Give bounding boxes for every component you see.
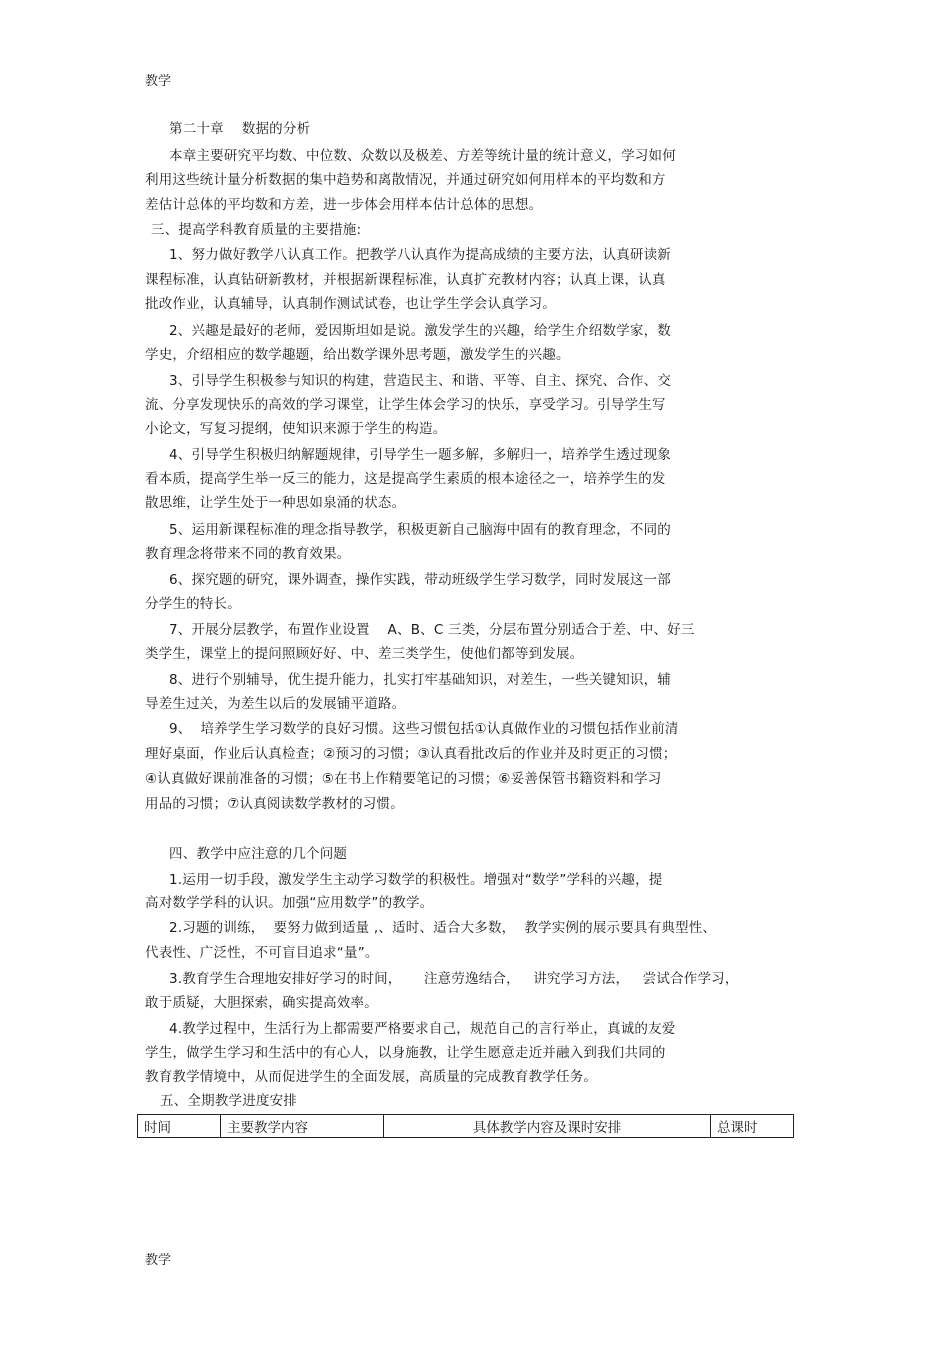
chapter-title: 第二十章 数据的分析 (169, 121, 311, 137)
section5-heading: 五、全期教学进度安排 (160, 1093, 297, 1109)
measure-7-line: 7、开展分层教学，布置作业设置 A、B、C 三类，分层布置分别适合于差、中、好三 (169, 622, 695, 638)
issue-4-line: 4.教学过程中，生活行为上都需要严格要求自己，规范自己的言行举止，真诚的友爱 (169, 1021, 676, 1037)
page-header: 教学 (145, 74, 172, 89)
issue-3-line: 敢于质疑，大胆探索，确实提高效率。 (145, 995, 378, 1011)
measure-3-line: 小论文，写复习提纲，使知识来源于学生的构造。 (145, 421, 447, 437)
measure-4-line: 4、引导学生积极归纳解题规律，引导学生一题多解，多解归一，培养学生透过现象 (169, 447, 671, 463)
table-header-cell: 主要教学内容 (221, 1115, 384, 1138)
issue-4-line: 教育教学情境中，从而促进学生的全面发展，高质量的完成教育教学任务。 (145, 1069, 598, 1085)
measure-5-line: 教育理念将带来不同的教育效果。 (145, 546, 351, 562)
issue-1-line: 高对数学学科的认识。加强“应用数学”的教学。 (145, 895, 434, 911)
measure-1-line: 课程标准，认真钻研新教材，并根据新课程标准，认真扩充教材内容；认真上课，认真 (145, 272, 666, 288)
measure-8-line: 8、进行个别辅导，优生提升能力，扎实打牢基础知识，对差生，一些关键知识，辅 (169, 672, 671, 688)
measure-9-line: 用品的习惯；⑦认真阅读数学教材的习惯。 (145, 796, 404, 812)
table-header-row (138, 1115, 794, 1138)
section3-heading: 三、提高学科教育质量的主要措施: (151, 222, 362, 238)
measure-9-line: ④认真做好课前准备的习惯；⑤在书上作精要笔记的习惯；⑥妥善保管书籍资料和学习 (145, 771, 662, 787)
intro-line: 本章主要研究平均数、中位数、众数以及极差、方差等统计量的统计意义，学习如何 (169, 148, 676, 164)
measure-4-line: 散思维，让学生处于一种思如泉涌的状态。 (145, 495, 406, 511)
measure-1-line: 批改作业，认真辅导，认真制作测试试卷，也让学生学会认真学习。 (145, 296, 556, 312)
issue-4-line: 学生，做学生学习和生活中的有心人，以身施教，让学生愿意走近并融入到我们共同的 (145, 1045, 666, 1061)
intro-line: 利用这些统计量分析数据的集中趋势和离散情况，并通过研究如何用样本的平均数和方 (145, 172, 666, 188)
measure-2-line: 2、兴趣是最好的老师，爱因斯坦如是说。激发学生的兴趣，给学生介绍数学家，数 (169, 323, 671, 339)
table-header-cell: 总课时 (711, 1115, 794, 1138)
intro-line: 差估计总体的平均数和方差，进一步体会用样本估计总体的思想。 (145, 197, 543, 213)
measure-9-line: 理好桌面，作业后认真检查；②预习的习惯；③认真看批改后的作业并及时更正的习惯； (145, 746, 677, 762)
section4-heading: 四、教学中应注意的几个问题 (169, 846, 348, 862)
measure-5-line: 5、运用新课程标准的理念指导教学，积极更新自己脑海中固有的教育理念，不同的 (169, 522, 671, 538)
measure-1-line: 1、努力做好教学八认真工作。把教学八认真作为提高成绩的主要方法，认真研读新 (169, 247, 671, 263)
issue-3-line: 3.教育学生合理地安排好学习的时间， 注意劳逸结合， 讲究学习方法， 尝试合作学习， (169, 971, 739, 987)
issue-1-line: 1.运用一切手段，激发学生主动学习数学的积极性。增强对“数学”学科的兴趣，提 (169, 872, 663, 888)
schedule-table (137, 1114, 794, 1138)
measure-2-line: 学史，介绍相应的数学趣题，给出数学课外思考题，激发学生的兴趣。 (145, 347, 570, 363)
page-footer: 教学 (145, 1253, 172, 1268)
measure-6-line: 6、探究题的研究，课外调查，操作实践，带动班级学生学习数学，同时发展这一部 (169, 572, 671, 588)
issue-2-line: 代表性、广泛性，不可盲目追求“量”。 (145, 945, 379, 961)
measure-3-line: 3、引导学生积极参与知识的构建，营造民主、和谐、平等、自主、探究、合作、交 (169, 373, 671, 389)
measure-4-line: 看本质，提高学生举一反三的能力，这是提高学生素质的根本途径之一，培养学生的发 (145, 471, 666, 487)
measure-3-line: 流、分享发现快乐的高效的学习课堂，让学生体会学习的快乐，享受学习。引导学生写 (145, 397, 666, 413)
table-header-cell: 具体教学内容及课时安排 (384, 1115, 711, 1138)
measure-6-line: 分学生的特长。 (145, 596, 241, 612)
measure-9-line: 9、 培养学生学习数学的良好习惯。这些习惯包括①认真做作业的习惯包括作业前清 (169, 721, 679, 737)
issue-2-line: 2.习题的训练， 要努力做到适量 ,、适时、适合大多数， 教学实例的展示要具有典型性、 (169, 920, 717, 936)
measure-7-line: 类学生，课堂上的提问照顾好好、中、差三类学生，使他们都等到发展。 (145, 646, 584, 662)
measure-8-line: 导差生过关，为差生以后的发展铺平道路。 (145, 696, 406, 712)
table-header-cell: 时间 (138, 1115, 221, 1138)
